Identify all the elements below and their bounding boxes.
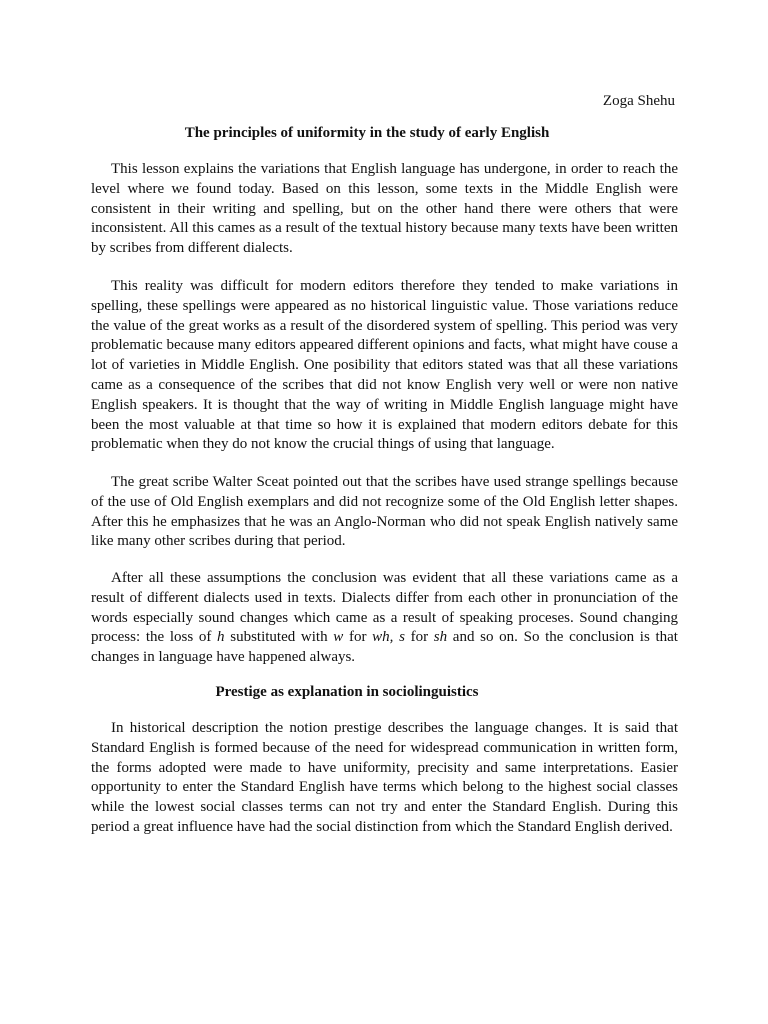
paragraph-5: In historical description the notion prestige describes the language changes. It is said that Standard English is formed because of the need for widespread communication in written form, the forms adopted were made to have uniformity, precisity and same interpretations. Easier opportunity to enter the Standard English have terms which belong to the highest social classes while the lowest social classes terms can not try and enter the Standard English. During this period a great influence have had the social distinction from which the Standard English derived. bbox=[91, 720, 678, 835]
paragraph-2: This reality was difficult for modern editors therefore they tended to make variations in spelling, these spellings were appeared as no historical linguistic value. Those variations reduce the value of the great works as a result of the disordered system of spelling. This period was very problematic because many editors appeared different opinions and facts, what might have couse a lot of varieties in Middle English. One posibility that editors stated was that all these variations came as a consequence of the scribes that did not know English very well or were non native English speakers. It is thought that the way of writing in Middle English language might have been the most valuable at that time so how it is explained that modern editors debate for this problematic when they do not know the crucial things of using that language. bbox=[91, 278, 678, 453]
author-name: Zoga Shehu bbox=[602, 93, 675, 109]
paragraph-4-italic-wh-s: wh, s bbox=[372, 629, 405, 646]
paragraph-4-italic-sh: sh bbox=[433, 629, 448, 646]
document-title: The principles of uniformity in the study of early English bbox=[184, 125, 550, 141]
paragraph-1: This lesson explains the variations that English language has undergone, in order to reach the level where we found today. Based on this lesson, some texts in the Middle English were consistent in their writing and spelling, but on the other hand there were others that were inconsistent. All this cames as a result of the textual history because many texts have been written by scribes from different dialects. bbox=[91, 161, 678, 257]
paragraph-3: The great scribe Walter Sceat pointed out that the scribes have used strange spellings because of the use of Old English exemplars and did not recognize some of the Old English letter shapes. After this he emphasizes that he was an Anglo-Norman who did not speak English natively same like many other scribes during that period. bbox=[91, 474, 678, 550]
paragraph-4-text-5: and so on. So the conclusion is that changes in language have happened always. bbox=[91, 629, 678, 666]
paragraph-4-text-4: for bbox=[404, 629, 434, 646]
paragraph-4-text-2: substituted with bbox=[224, 629, 334, 646]
paragraph-4-italic-h: h bbox=[217, 629, 225, 646]
paragraph-4-text-3: for bbox=[343, 629, 373, 646]
paragraph-4-text-1: After all these assumptions the conclusion was evident that all these variations came as a result of different dialects used in texts. Dialects differ from each other in pronunciation of the words especially sound changes which came as a result of speaking proceses. Sound changing process: the loss of bbox=[91, 570, 678, 646]
paragraph-4 bbox=[91, 569, 678, 668]
section-subtitle: Prestige as explanation in sociolinguistics bbox=[215, 684, 479, 700]
paragraph-4-italic-w: w bbox=[333, 629, 344, 646]
